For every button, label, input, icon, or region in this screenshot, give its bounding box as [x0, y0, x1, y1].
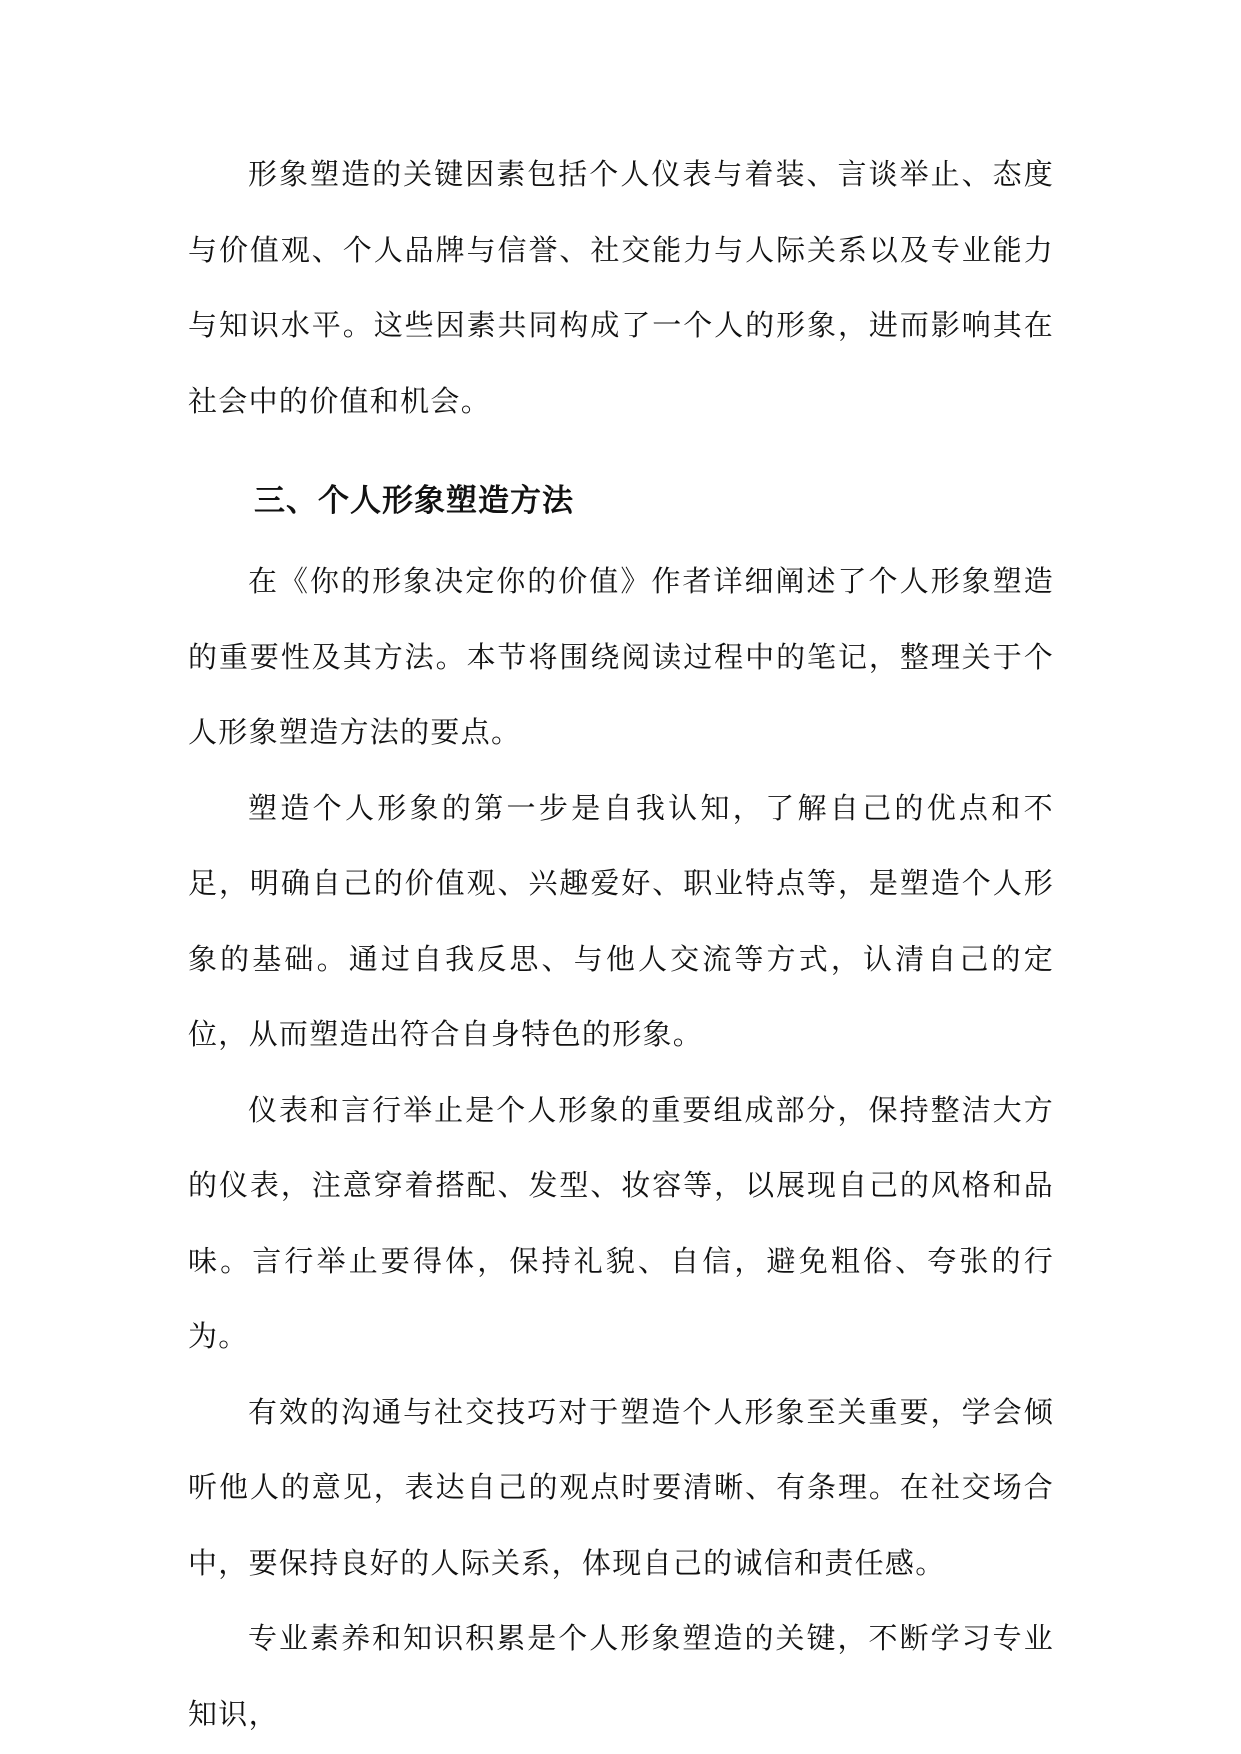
- paragraph-key-factors: 形象塑造的关键因素包括个人仪表与着装、言谈举止、态度与价值观、个人品牌与信誉、社交能力与人际关系以及专业能力与知识水平。这些因素共同构成了一个人的形象，进而影响其在社会中的价值和机会。: [188, 157, 1054, 418]
- paragraph-self-awareness: 塑造个人形象的第一步是自我认知，了解自己的优点和不足，明确自己的价值观、兴趣爱好、职业特点等，是塑造个人形象的基础。通过自我反思、与他人交流等方式，认清自己的定位，从而塑造出符合自身特色的形象。: [188, 790, 1054, 1051]
- section-heading: 三、个人形象塑造方法: [254, 483, 574, 519]
- paragraph-intro: 在《你的形象决定你的价值》作者详细阐述了个人形象塑造的重要性及其方法。本节将围绕阅读过程中的笔记，整理关于个人形象塑造方法的要点。: [188, 564, 1054, 749]
- paragraph-appearance: 仪表和言行举止是个人形象的重要组成部分，保持整洁大方的仪表，注意穿着搭配、发型、妆容等，以展现自己的风格和品味。言行举止要得体，保持礼貌、自信，避免粗俗、夸张的行为。: [188, 1092, 1054, 1353]
- document-body: [188, 137, 1054, 1752]
- paragraph-communication: 有效的沟通与社交技巧对于塑造个人形象至关重要，学会倾听他人的意见，表达自己的观点时要清晰、有条理。在社交场合中，要保持良好的人际关系，体现自己的诚信和责任感。: [188, 1394, 1054, 1580]
- paragraph-professionalism: 专业素养和知识积累是个人形象塑造的关键，不断学习专业知识，: [188, 1621, 1054, 1731]
